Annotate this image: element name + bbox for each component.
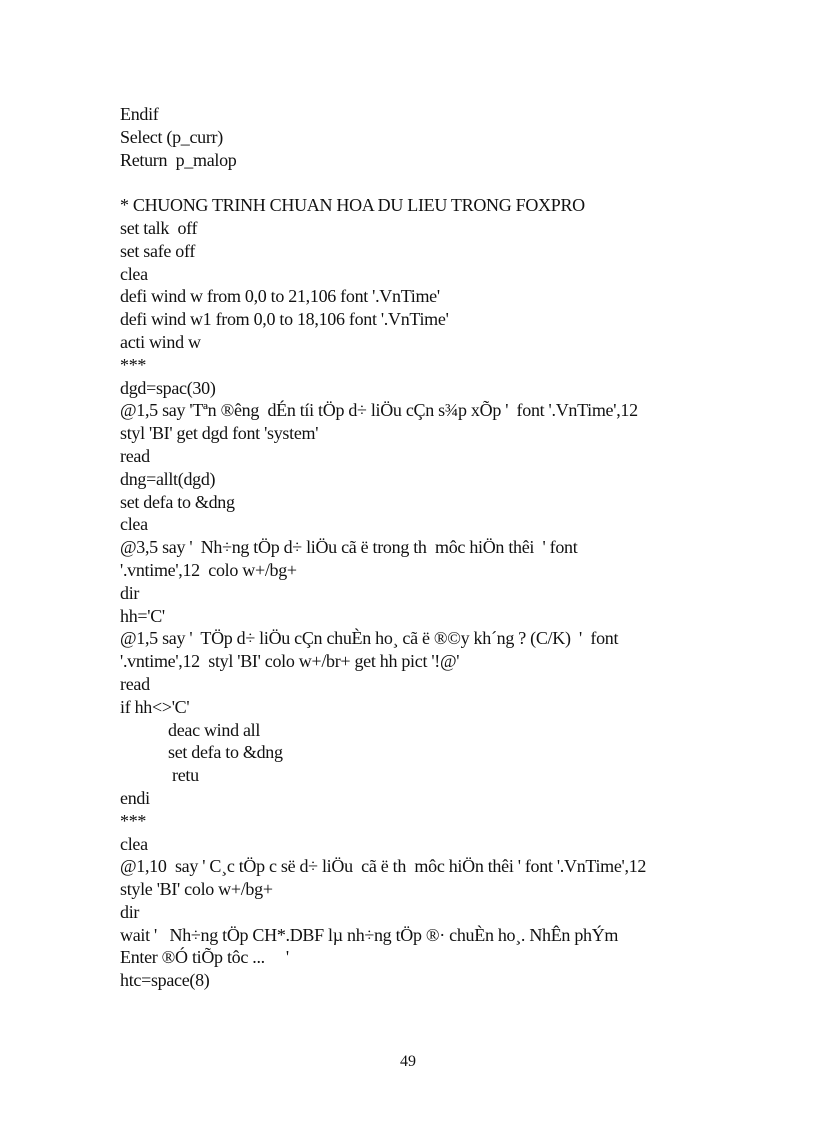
code-line-indented: deac wind all [168,719,261,740]
code-line: endi [120,787,150,808]
code-line: style 'BI' colo w+/bg+ [120,879,273,900]
code-line: clea [120,514,148,535]
code-line: dgd=spac(30) [120,377,216,398]
code-line: @1,10 say ' C¸c tÖp c së d÷ liÖu cã ë th môc hiÖn thêi ' font '.VnTime',12 [120,856,647,877]
blank-line [120,171,810,194]
code-line-indented: set defa to &dng [168,742,283,763]
code-line: *** [120,810,147,831]
code-line: styl 'BI' get dgd font 'system' [120,423,319,444]
code-line: set talk off [120,217,198,238]
code-line: defi wind w from 0,0 to 21,106 font '.VnTime' [120,286,440,307]
code-line: defi wind w1 from 0,0 to 18,106 font '.VnTime' [120,309,449,330]
code-line: dir [120,582,140,603]
code-line: clea [120,833,148,854]
code-line: '.vntime',12 colo w+/bg+ [120,559,297,580]
code-line: hh='C' [120,605,165,626]
code-line: '.vntime',12 styl 'BI' colo w+/br+ get hh pict '!@' [120,651,460,672]
code-line: wait ' Nh÷ng tÖp CH*.DBF lµ nh÷ng tÖp ®· chuÈn ho¸. NhÊn phÝm [120,924,619,945]
code-line: set defa to &dng [120,491,235,512]
code-line: Endif [120,104,159,124]
code-line: * CHUONG TRINH CHUAN HOA DU LIEU TRONG FOXPRO [120,195,585,216]
code-line: @3,5 say ' Nh÷ng tÖp d÷ liÖu cã ë trong th môc hiÖn thêi ' font [120,537,578,558]
code-line: Select (p_curr) [120,126,223,147]
page-number: 49 [400,1053,416,1070]
code-line: *** [120,354,147,375]
code-line-indented: retu [172,765,199,786]
code-listing [120,103,810,992]
code-line: if hh<>'C' [120,696,190,717]
code-line: acti wind w [120,331,201,352]
code-line: dir [120,901,140,922]
code-line: read [120,445,150,466]
code-line: @1,5 say ' TÖp d÷ liÖu cÇn chuÈn ho¸ cã ë ®©y kh´ng ? (C/K) ' font [120,628,619,649]
code-line: Return p_malop [120,149,237,170]
code-line: dng=allt(dgd) [120,468,216,489]
code-line: htc=space(8) [120,970,210,991]
code-line: @1,5 say 'Tªn ®êng dÉn tíi tÖp d÷ liÖu cÇn s¾p xÕp ' font '.VnTime',12 [120,400,638,421]
code-line: read [120,673,150,694]
code-line: clea [120,263,148,284]
code-line: Enter ®Ó tiÕp tôc ... ' [120,947,289,968]
code-line: set safe off [120,240,196,261]
